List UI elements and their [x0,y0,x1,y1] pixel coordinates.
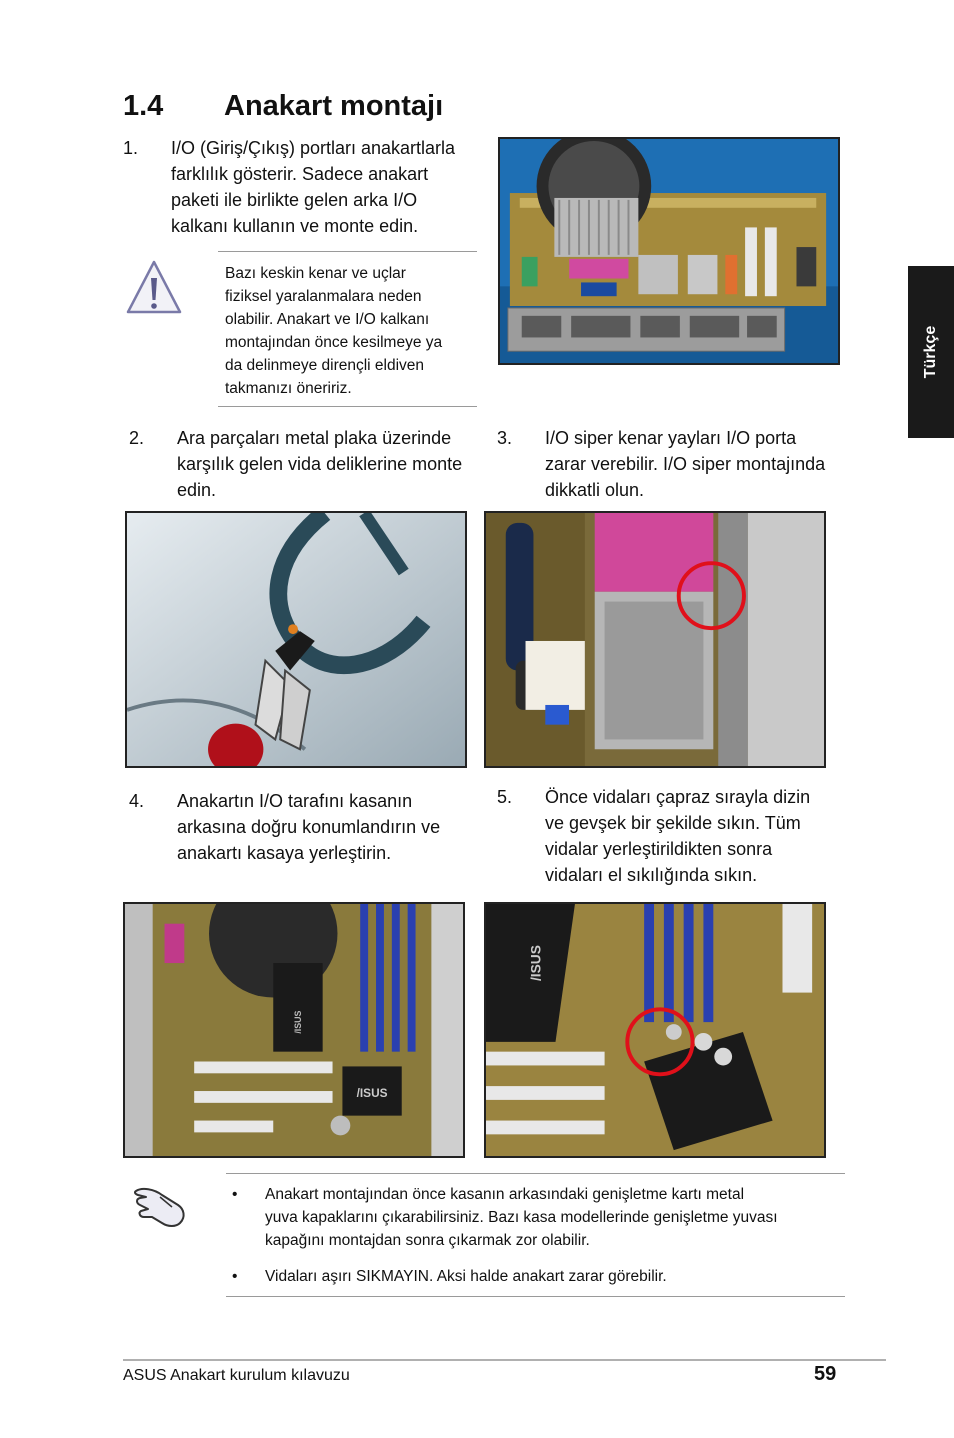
note-line: Vidaları aşırı SIKMAYIN. Aksi halde anakart zarar görebilir. [265,1268,667,1285]
photo-standoff-install [125,511,467,768]
step-line: farklılık gösterir. Sadece anakart [171,164,429,184]
warning-line: olabilir. Anakart ve I/O kalkanı [225,311,430,328]
photo-motherboard-io-shield [498,137,840,365]
step-number: 4. [129,791,145,811]
warning-line: Bazı keskin kenar ve uçlar [225,265,406,282]
photo-io-shield-spring [484,511,826,768]
asus-label: /ISUS [292,1010,303,1034]
step-number: 1. [123,138,139,158]
step-line: I/O siper kenar yayları I/O porta [545,428,797,448]
step-number: 2. [129,428,145,448]
step-line: kalkanı kullanın ve monte edin. [171,216,419,236]
language-tab-label: Türkçe [922,325,939,379]
note-line: kapağını montajdan sonra çıkarmak zor olabilir. [265,1232,590,1249]
warning-line: da delinmeye dirençli eldiven [225,357,425,374]
page-number: 59 [814,1363,837,1385]
step-number: 5. [497,787,513,807]
warning-line: takmanızı öneririz. [225,380,352,397]
asus-label: /ISUS [528,945,544,982]
step-line: Önce vidaları çapraz sırayla dizin [545,787,811,807]
step-line: dikkatli olun. [545,480,645,500]
step-line: paketi ile birlikte gelen arka I/O [171,190,418,210]
note-bullet: • [232,1268,238,1285]
step-line: ve gevşek bir şekilde sıkın. Tüm [545,813,801,833]
photo-screw-fastening [484,902,826,1158]
step-number: 3. [497,428,513,448]
warning-line: fiziksel yaralanmalara neden [225,288,422,305]
step-line: Ara parçaları metal plaka üzerinde [177,428,452,448]
step-line: I/O (Giriş/Çıkış) portları anakartlarla [171,138,456,158]
warning-top-rule [218,251,477,252]
note-top-rule [226,1173,845,1174]
step-line: edin. [177,480,217,500]
note-line: Anakart montajından önce kasanın arkasındaki genişletme kartı metal [265,1186,745,1203]
step-line: vidaları el sıkılığında sıkın. [545,865,758,885]
note-bullet: • [232,1186,238,1203]
footer-title: ASUS Anakart kurulum kılavuzu [123,1367,350,1384]
hand-note-icon [132,1183,190,1229]
photo-board-in-case [123,902,465,1158]
warning-icon [124,258,184,318]
warning-text [225,262,475,400]
note-bottom-rule [226,1296,845,1297]
asus-label: /ISUS [356,1085,388,1100]
warning-line: montajından önce kesilmeye ya [225,334,443,351]
step-line: zarar verebilir. I/O siper montajında [545,454,826,474]
note-line: yuva kapaklarını çıkarabilirsiniz. Bazı kasa modellerinde genişletme yuvası [265,1209,778,1226]
warning-bottom-rule [218,406,477,407]
step-line: karşılık gelen vida deliklerine monte [177,454,463,474]
step-line: Anakartın I/O tarafını kasanın [177,791,413,811]
step-line: anakartı kasaya yerleştirin. [177,843,392,863]
section-number: 1.4 [123,90,164,122]
language-tab [908,266,954,438]
section-title: Anakart montajı [224,90,444,122]
step-line: vidalar yerleştirildikten sonra [545,839,773,859]
footer-rule [123,1359,886,1361]
step-line: arkasına doğru konumlandırın ve [177,817,441,837]
